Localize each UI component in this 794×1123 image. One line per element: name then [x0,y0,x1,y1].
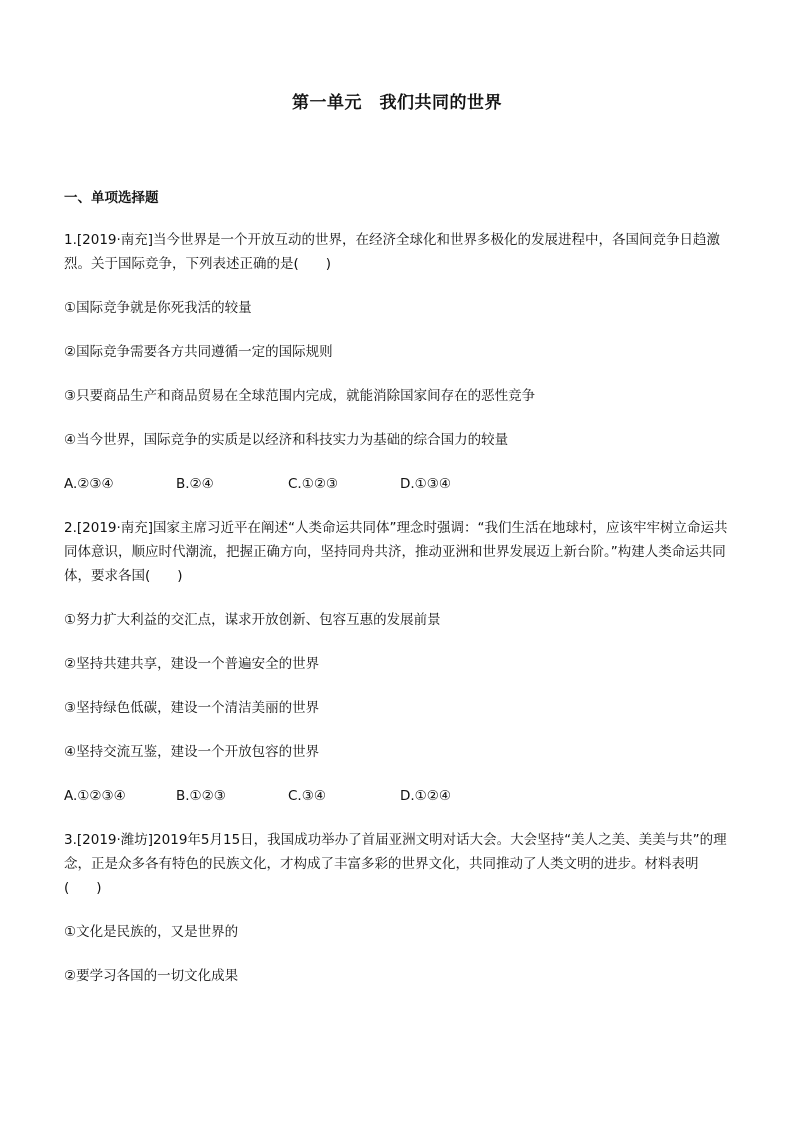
choice-d: D.①②④ [400,788,451,804]
statement-item: ②坚持共建共享，建设一个普遍安全的世界 [64,656,320,672]
statement-item: ③只要商品生产和商品贸易在全球范围内完成，就能消除国家间存在的恶性竞争 [64,388,536,404]
page-title: 第一单元 我们共同的世界 [292,93,502,113]
choice-b: B.②④ [176,476,214,492]
question-stem: 3.[2019·潍坊]2019年5月15日，我国成功举办了首届亚洲文明对话大会。大会坚持“美人之美、美美与共”的理念，正是众多各有特色的民族文化，才构成了丰富多彩的世界文化，共同推动了人类文明的进步。材料表明( ) [64,832,727,896]
statement-item: ③坚持绿色低碳，建设一个清洁美丽的世界 [64,700,320,716]
question-3 [64,828,734,988]
choice-a: A.②③④ [64,476,114,492]
choice-c: C.①②③ [288,476,339,492]
statement-item: ①文化是民族的，又是世界的 [64,924,239,940]
answer-choices [64,472,734,496]
statement-item: ①努力扩大利益的交汇点，谋求开放创新、包容互惠的发展前景 [64,612,441,628]
statement-item: ②国际竞争需要各方共同遵循一定的国际规则 [64,344,333,360]
statement-item: ②要学习各国的一切文化成果 [64,968,239,984]
choice-b: B.①②③ [176,788,226,804]
section-heading: 一、单项选择题 [64,190,159,206]
choice-a: A.①②③④ [64,788,126,804]
question-2 [64,516,734,808]
statement-item: ④当今世界，国际竞争的实质是以经济和科技实力为基础的综合国力的较量 [64,432,509,448]
answer-choices [64,784,734,808]
choice-d: D.①③④ [400,476,451,492]
question-1 [64,228,734,496]
question-stem: 2.[2019·南充]国家主席习近平在阐述“人类命运共同体”理念时强调：“我们生活在地球村，应该牢牢树立命运共同体意识，顺应时代潮流，把握正确方向，坚持同舟共济，推动亚洲和世界发展迈上新台阶。”构建人类命运共同体，要求各国( ) [64,520,728,584]
statement-item: ①国际竞争就是你死我活的较量 [64,300,252,316]
choice-c: C.③④ [288,788,326,804]
question-stem: 1.[2019·南充]当今世界是一个开放互动的世界，在经济全球化和世界多极化的发展进程中，各国间竞争日趋激烈。关于国际竞争，下列表述正确的是( ) [64,232,721,272]
question-list [64,228,734,1008]
statement-item: ④坚持交流互鉴，建设一个开放包容的世界 [64,744,320,760]
